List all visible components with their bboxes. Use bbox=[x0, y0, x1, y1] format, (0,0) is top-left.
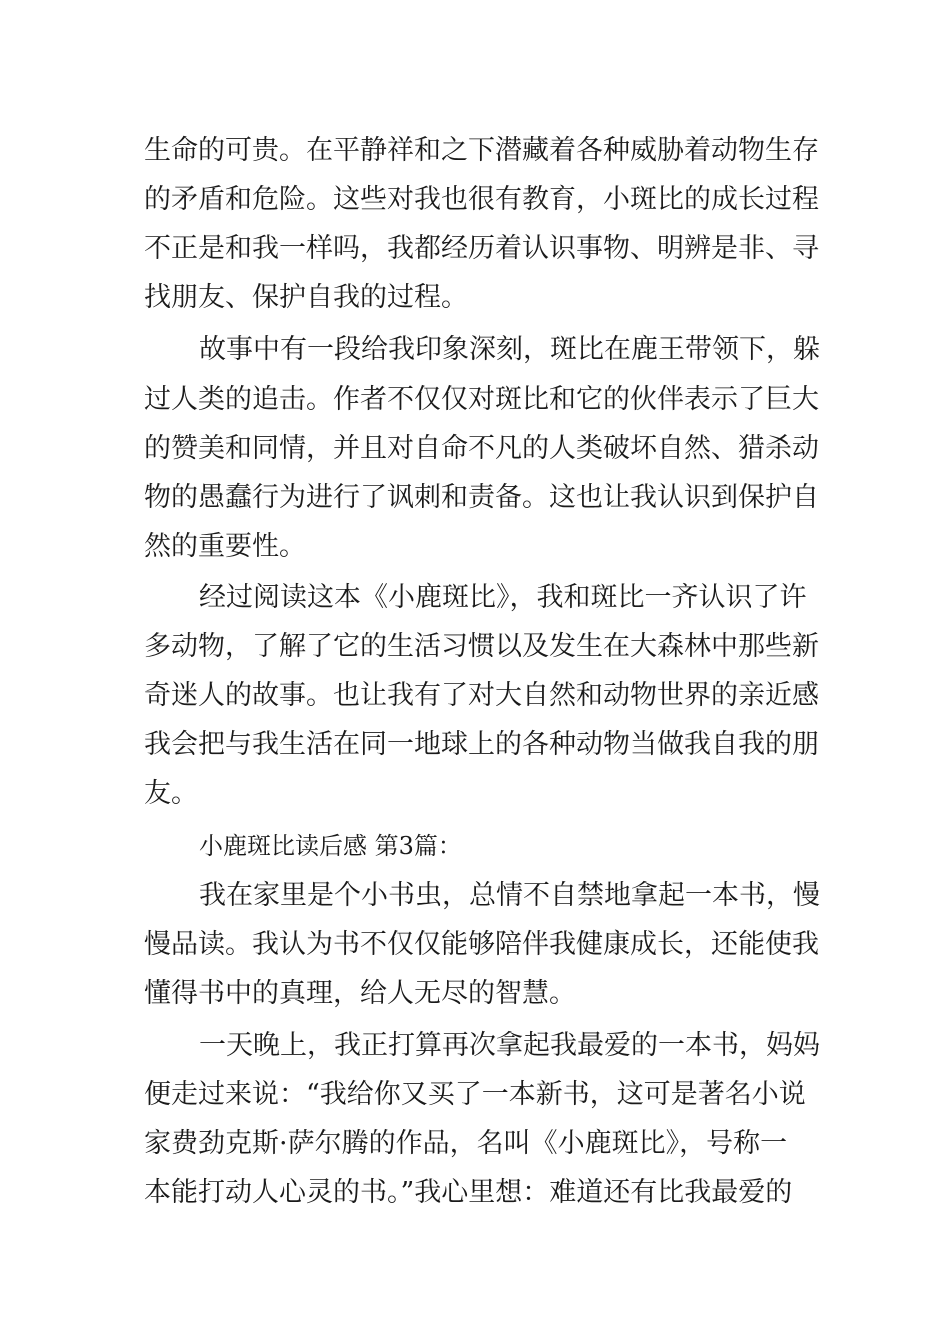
text-line: 的赞美和同情，并且对自命不凡的人类破坏自然、猎杀动 bbox=[144, 433, 819, 464]
text-line: 过人类的追击。作者不仅仅对斑比和它的伙伴表示了巨大 bbox=[144, 384, 819, 415]
text-line: 懂得书中的真理，给人无尽的智慧。 bbox=[144, 978, 576, 1009]
text-line: 物的愚蠢行为进行了讽刺和责备。这也让我认识到保护自 bbox=[144, 482, 819, 513]
text-line: 奇迷人的故事。也让我有了对大自然和动物世界的亲近感 bbox=[144, 680, 819, 711]
text-line: 家费劲克斯·萨尔腾的作品，名叫《小鹿斑比》，号称一 bbox=[144, 1128, 788, 1159]
paragraph-first-line: 经过阅读这本《小鹿斑比》，我和斑比一齐认识了许 bbox=[199, 582, 807, 613]
text-line: 的矛盾和危险。这些对我也很有教育，小斑比的成长过程 bbox=[144, 184, 819, 215]
text-line: 便走过来说：“我给你又买了一本新书，这可是著名小说 bbox=[144, 1079, 806, 1110]
text-line: 生命的可贵。在平静祥和之下潜藏着各种威胁着动物生存 bbox=[144, 135, 819, 166]
text-line: 友。 bbox=[144, 778, 198, 809]
text-line: 不正是和我一样吗，我都经历着认识事物、明辨是非、寻 bbox=[144, 233, 819, 264]
text-line: 我会把与我生活在同一地球上的各种动物当做我自我的朋 bbox=[144, 729, 819, 760]
text-line: 找朋友、保护自我的过程。 bbox=[144, 282, 468, 313]
paragraph-first-line: 故事中有一段给我印象深刻，斑比在鹿王带领下，躲 bbox=[199, 334, 820, 365]
section-heading: 小鹿斑比读后感 第3篇： bbox=[199, 832, 462, 860]
paragraph-first-line: 我在家里是个小书虫，总情不自禁地拿起一本书，慢 bbox=[199, 880, 820, 911]
text-line: 多动物，了解了它的生活习惯以及发生在大森林中那些新 bbox=[144, 631, 819, 662]
text-line: 本能打动人心灵的书。”我心里想：难道还有比我最爱的 bbox=[144, 1177, 793, 1208]
paragraph-first-line: 一天晚上，我正打算再次拿起我最爱的一本书，妈妈 bbox=[199, 1030, 820, 1061]
text-line: 慢品读。我认为书不仅仅能够陪伴我健康成长，还能使我 bbox=[144, 929, 819, 960]
text-line: 然的重要性。 bbox=[144, 531, 306, 562]
